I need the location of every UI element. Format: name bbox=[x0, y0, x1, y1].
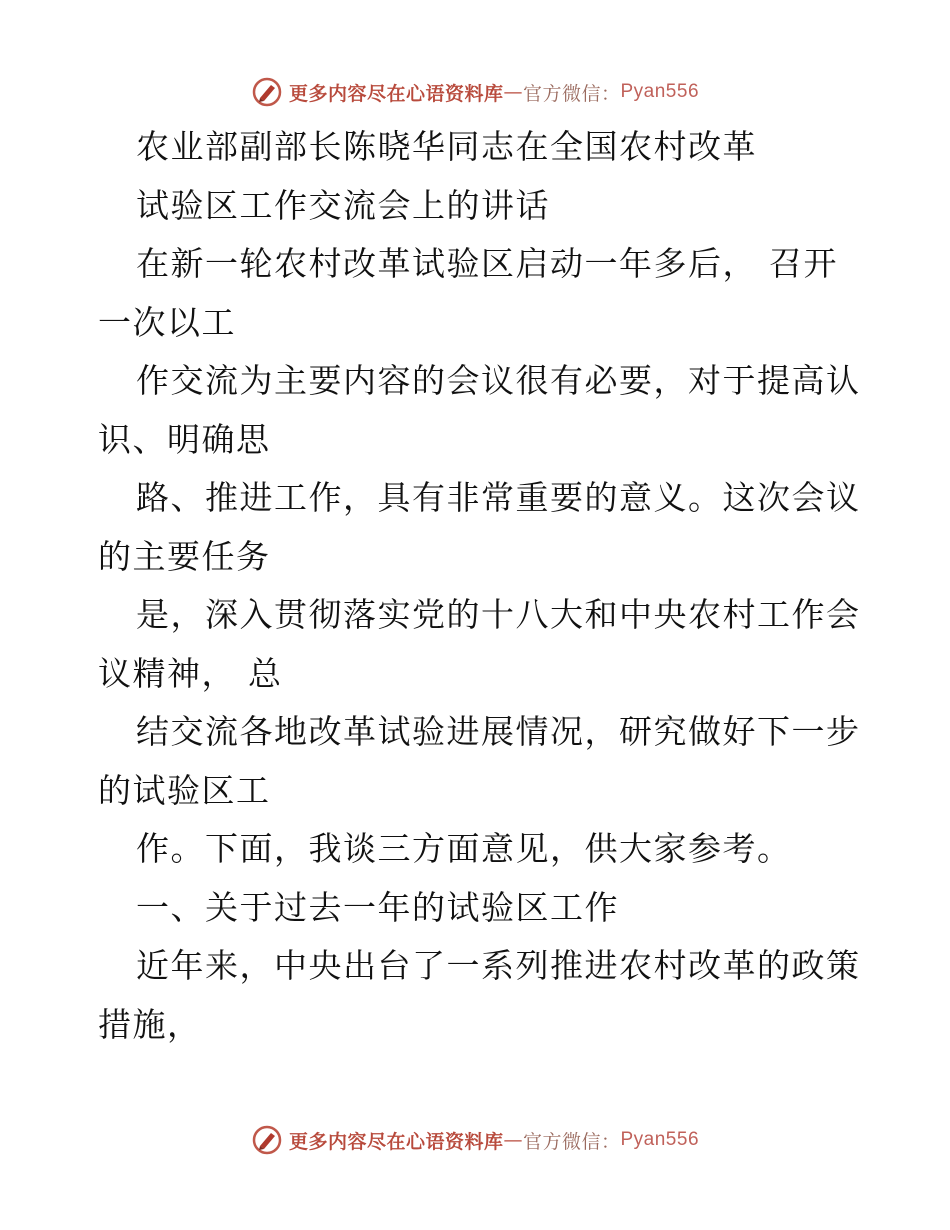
text-line: 路、推进工作，具有非常重要的意义。这次会议 bbox=[136, 478, 861, 517]
text-line: 试验区工作交流会上的讲话 bbox=[136, 185, 550, 225]
text-line: 近年来，中央出台了一系列推进农村改革的政策 bbox=[136, 946, 861, 985]
watermark-site: 更多内容尽在心语资料库 bbox=[288, 1130, 504, 1153]
text-line: 作。下面，我谈三方面意见，供大家参考。 bbox=[136, 829, 792, 868]
pen-logo-icon bbox=[251, 1124, 283, 1156]
watermark-dash: — bbox=[503, 1129, 523, 1151]
text-line: 是，深入贯彻落实党的十八大和中央农村工作会 bbox=[136, 595, 861, 634]
watermark-site: 更多内容尽在心语资料库 bbox=[288, 82, 504, 105]
text-line: 措施， bbox=[98, 1004, 202, 1044]
text-line: 一、关于过去一年的试验区工作 bbox=[136, 887, 619, 927]
watermark-label: 官方微信： bbox=[522, 1130, 621, 1153]
text-line: 的主要任务 bbox=[98, 536, 271, 576]
text-line: 一次以工 bbox=[98, 302, 236, 342]
watermark-dash: — bbox=[503, 81, 523, 103]
watermark-id: Pyan556 bbox=[620, 1129, 700, 1150]
watermark-label: 官方微信： bbox=[522, 82, 621, 105]
text-line: 农业部副部长陈晓华同志在全国农村改革 bbox=[136, 127, 757, 166]
text-line: 在新一轮农村改革试验区启动一年多后， 召开 bbox=[136, 244, 838, 283]
header-watermark bbox=[0, 72, 950, 112]
watermark-id: Pyan556 bbox=[620, 81, 700, 102]
document-body bbox=[98, 118, 861, 1054]
text-line: 议精神， 总 bbox=[98, 653, 283, 693]
footer-watermark bbox=[0, 1120, 950, 1160]
text-line: 结交流各地改革试验进展情况，研究做好下一步 bbox=[136, 712, 861, 751]
pen-logo-icon bbox=[251, 76, 283, 108]
text-line: 的试验区工 bbox=[98, 770, 271, 810]
text-line: 识、明确思 bbox=[98, 419, 271, 459]
text-line: 作交流为主要内容的会议很有必要，对于提高认 bbox=[136, 361, 861, 400]
